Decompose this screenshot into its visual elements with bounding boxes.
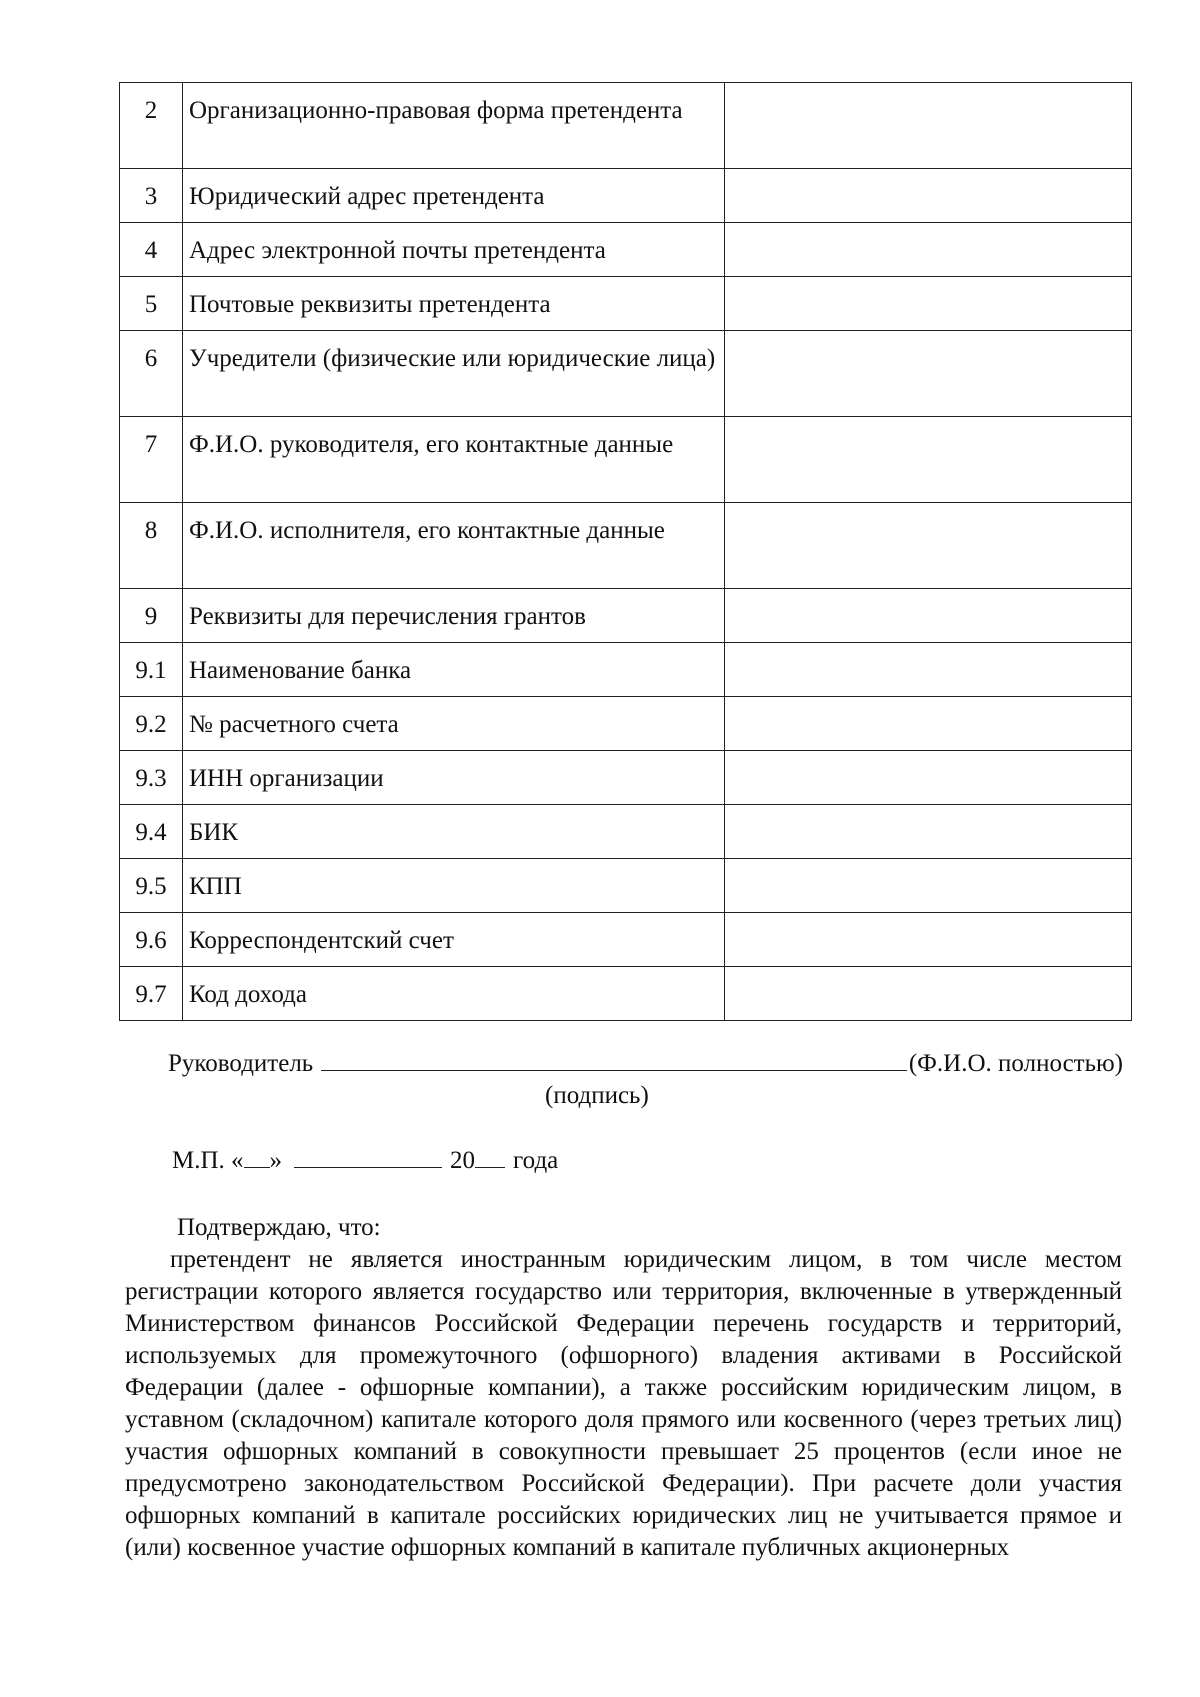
row-number: 9.3 xyxy=(120,751,183,805)
confirmation-heading: Подтверждаю, что: xyxy=(177,1214,381,1241)
table-row xyxy=(120,277,1132,331)
day-field[interactable] xyxy=(244,1145,270,1168)
row-value-field[interactable] xyxy=(725,223,1132,277)
row-number: 9.5 xyxy=(120,859,183,913)
row-value-field[interactable] xyxy=(725,331,1132,417)
row-value-field[interactable] xyxy=(725,643,1132,697)
row-number: 2 xyxy=(120,83,183,169)
row-number: 9.1 xyxy=(120,643,183,697)
row-value-field[interactable] xyxy=(725,277,1132,331)
table-row xyxy=(120,169,1132,223)
table-row xyxy=(120,331,1132,417)
row-value-field[interactable] xyxy=(725,83,1132,169)
row-value-field[interactable] xyxy=(725,697,1132,751)
row-label: Ф.И.О. руководителя, его контактные данные xyxy=(183,417,725,503)
stamp-date-line xyxy=(172,1145,558,1177)
table-body xyxy=(120,83,1132,1021)
table-row xyxy=(120,589,1132,643)
year-suffix: года xyxy=(513,1147,559,1174)
table-row xyxy=(120,859,1132,913)
row-value-field[interactable] xyxy=(725,751,1132,805)
row-value-field[interactable] xyxy=(725,859,1132,913)
row-label: Адрес электронной почты претендента xyxy=(183,223,725,277)
signature-name-hint: (Ф.И.О. полностью) xyxy=(908,1050,1123,1077)
row-value-field[interactable] xyxy=(725,169,1132,223)
signature-role-label: Руководитель xyxy=(168,1050,314,1077)
row-value-field[interactable] xyxy=(725,503,1132,589)
row-label: Ф.И.О. исполнителя, его контактные данные xyxy=(183,503,725,589)
row-number: 3 xyxy=(120,169,183,223)
row-value-field[interactable] xyxy=(725,417,1132,503)
confirmation-body: претендент не является иностранным юридическим лицом, в том числе местом регистрации которого является государство или территория, включенные в утвержденный Министерством финансов Российской Федерации перечень государств и территорий, используемых для промежуточного (офшорного) владения активами в Российской Федерации (далее - офшорные компании), а также российским юридическим лицом, в уставном (складочном) капитале которого доля прямого или косвенного (через третьих лиц) участия офшорных компаний в совокупности превышает 25 процентов (если иное не предусмотрено законодательством Российской Федерации). При расчете доли участия офшорных компаний в капитале российских юридических лиц не учитывается прямое и (или) косвенное участие офшорных компаний в капитале публичных акционерных xyxy=(125,1246,1122,1561)
row-label: Реквизиты для перечисления грантов xyxy=(183,589,725,643)
row-label: Код дохода xyxy=(183,967,725,1021)
row-label: Учредители (физические или юридические лица) xyxy=(183,331,725,417)
row-value-field[interactable] xyxy=(725,589,1132,643)
row-number: 6 xyxy=(120,331,183,417)
year-prefix: 20 xyxy=(450,1147,476,1174)
table-row xyxy=(120,417,1132,503)
applicant-info-table xyxy=(119,82,1132,1021)
row-label: Корреспондентский счет xyxy=(183,913,725,967)
stamp-close-quote: » xyxy=(269,1147,283,1174)
table-row xyxy=(120,697,1132,751)
table-row xyxy=(120,643,1132,697)
signature-line xyxy=(168,1046,1123,1080)
table-row xyxy=(120,223,1132,277)
signature-caption: (подпись) xyxy=(545,1082,649,1109)
month-field[interactable] xyxy=(294,1145,442,1168)
table-row xyxy=(120,805,1132,859)
row-label: Почтовые реквизиты претендента xyxy=(183,277,725,331)
table-row xyxy=(120,751,1132,805)
row-number: 9.2 xyxy=(120,697,183,751)
row-value-field[interactable] xyxy=(725,805,1132,859)
year-field[interactable] xyxy=(475,1145,505,1168)
table-row xyxy=(120,913,1132,967)
table-row xyxy=(120,967,1132,1021)
row-value-field[interactable] xyxy=(725,913,1132,967)
row-number: 4 xyxy=(120,223,183,277)
row-label: ИНН организации xyxy=(183,751,725,805)
row-label: Организационно-правовая форма претендента xyxy=(183,83,725,169)
stamp-prefix: М.П. « xyxy=(172,1147,244,1174)
row-label: КПП xyxy=(183,859,725,913)
row-number: 9.7 xyxy=(120,967,183,1021)
table-row xyxy=(120,83,1132,169)
row-number: 9 xyxy=(120,589,183,643)
row-label: Юридический адрес претендента xyxy=(183,169,725,223)
row-number: 9.6 xyxy=(120,913,183,967)
row-number: 8 xyxy=(120,503,183,589)
row-label: Наименование банка xyxy=(183,643,725,697)
row-number: 9.4 xyxy=(120,805,183,859)
row-number: 7 xyxy=(120,417,183,503)
signature-field[interactable] xyxy=(321,1046,907,1071)
table-row xyxy=(120,503,1132,589)
row-number: 5 xyxy=(120,277,183,331)
row-value-field[interactable] xyxy=(725,967,1132,1021)
row-label: БИК xyxy=(183,805,725,859)
row-label: № расчетного счета xyxy=(183,697,725,751)
